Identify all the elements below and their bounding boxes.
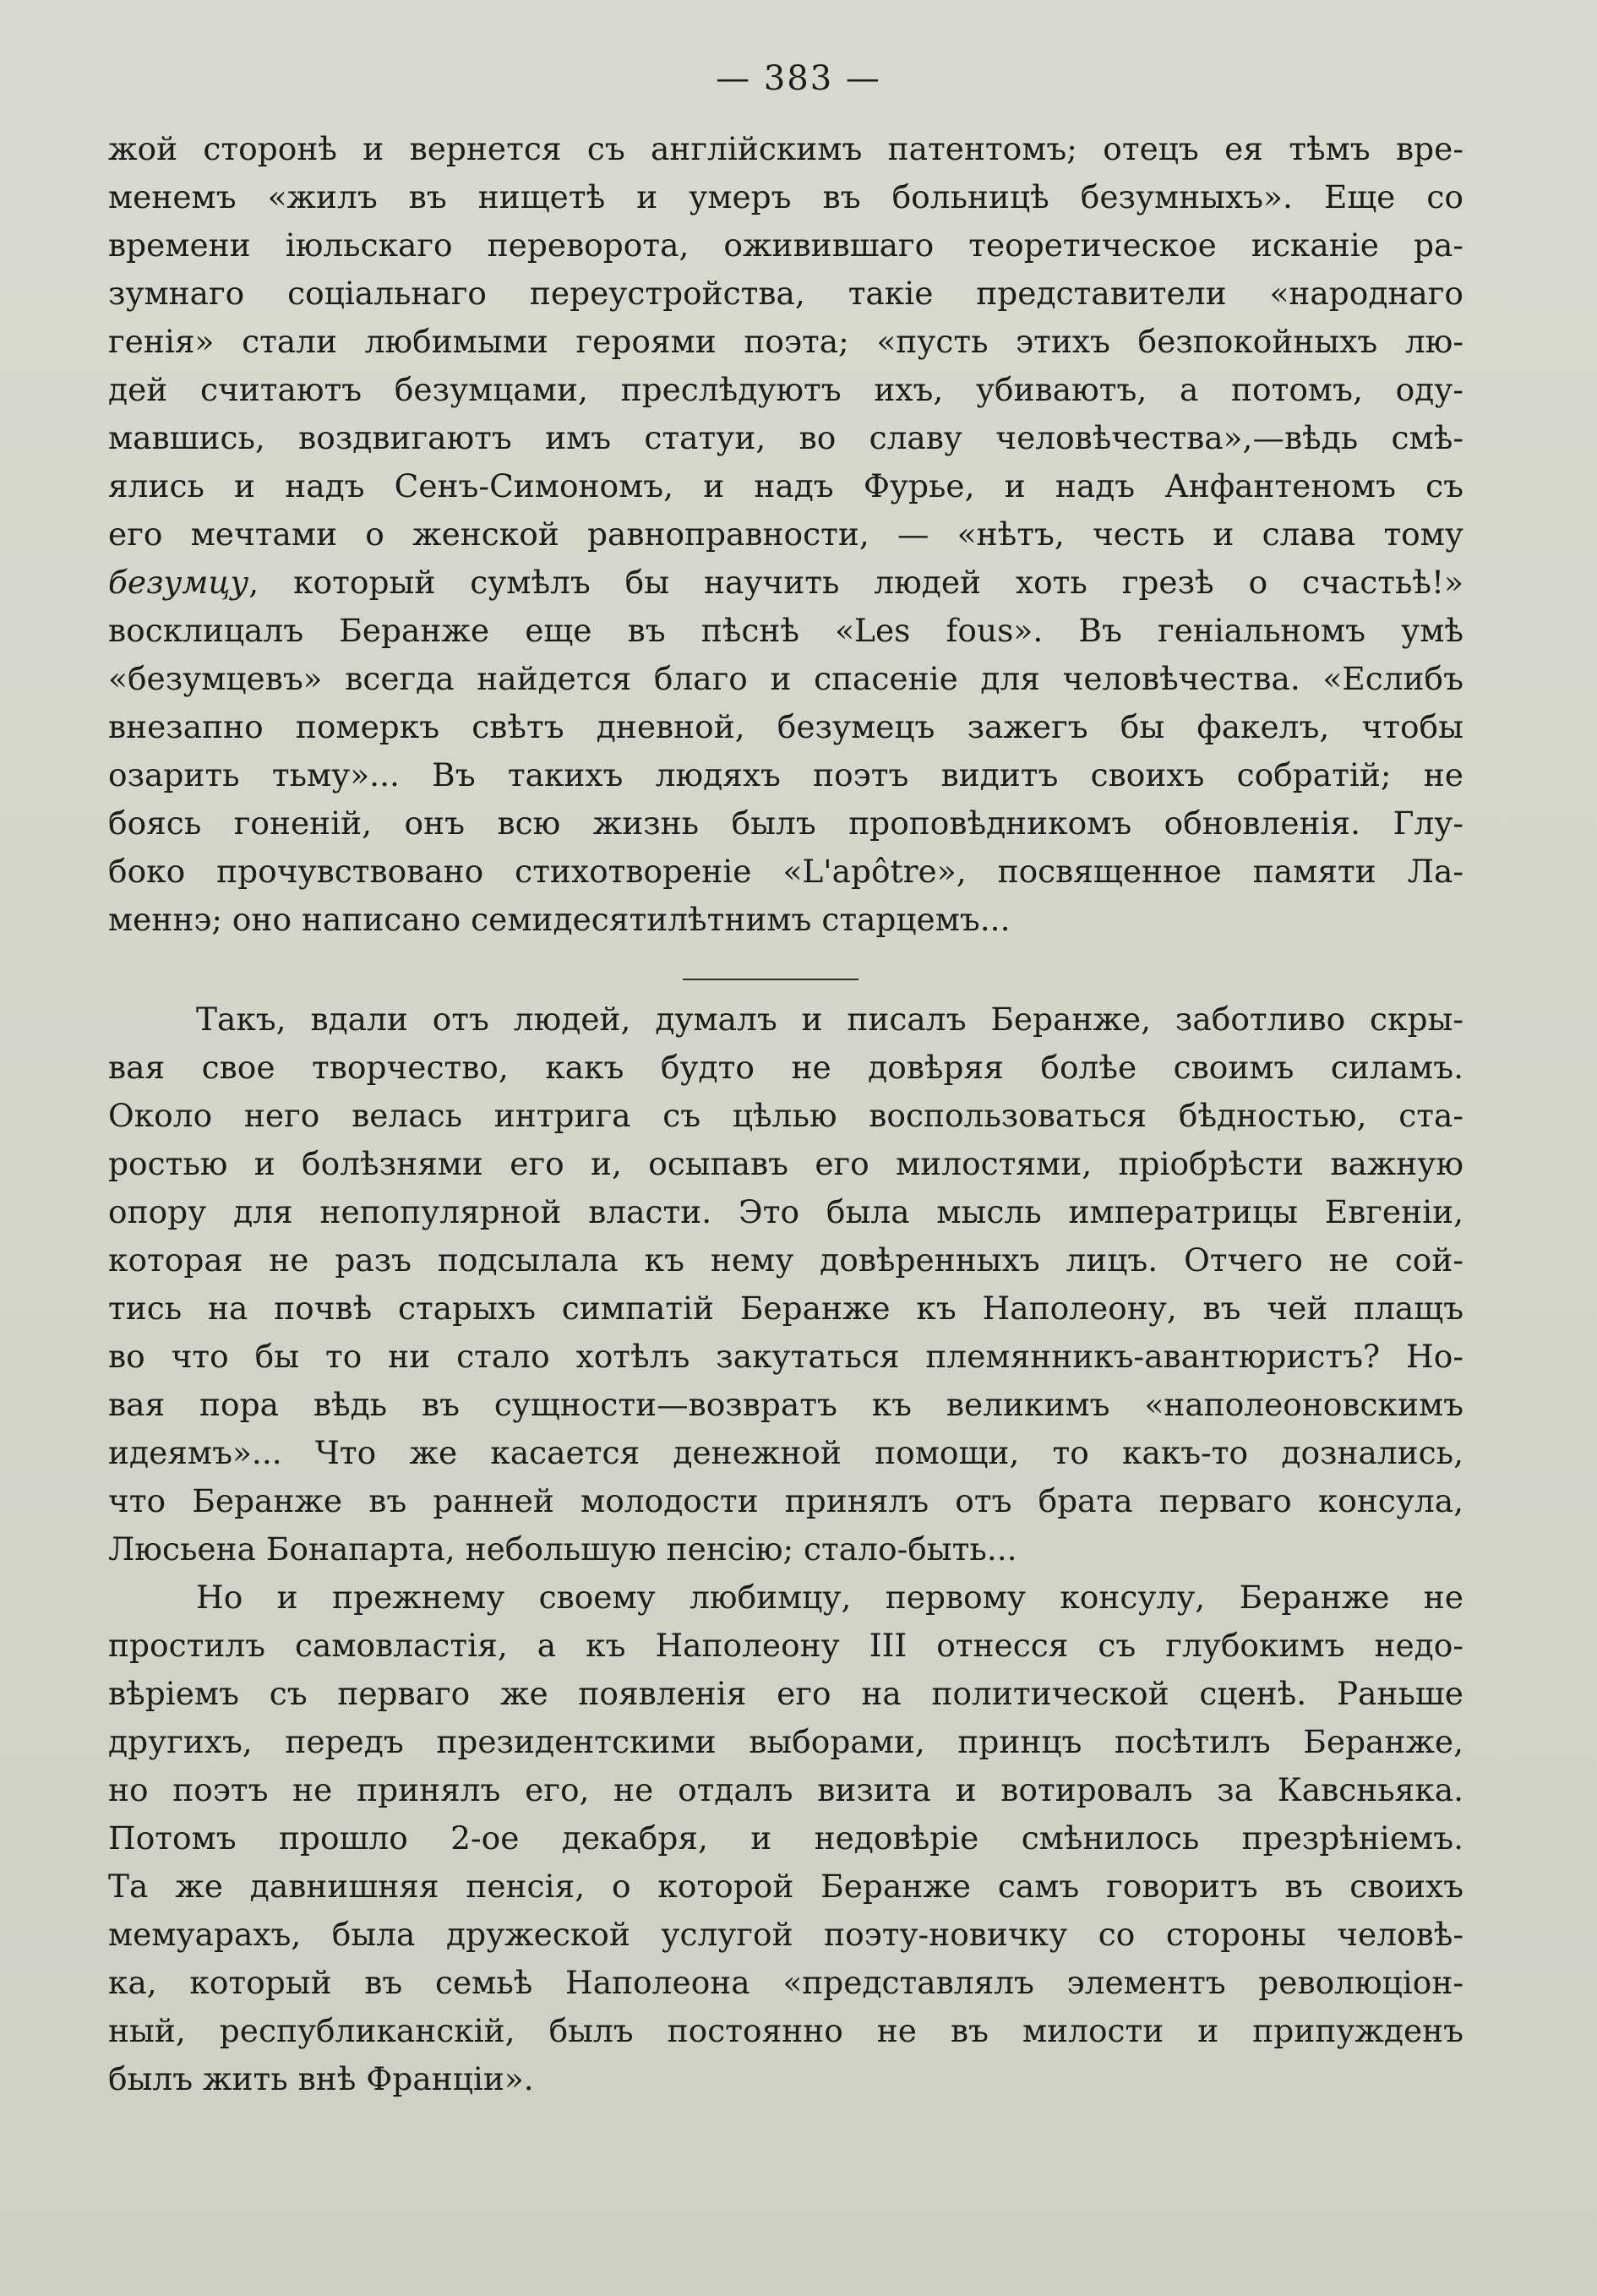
text-line: во что бы то ни стало хотѣлъ закутаться племянникъ-авантюристъ? Но-	[108, 1338, 1463, 1375]
text-line: его мечтами о женской равноправности, — «нѣтъ, честь и слава тому	[108, 515, 1463, 553]
text-line: времени іюльскаго переворота, оживившаго теоретическое исканіе ра-	[108, 226, 1463, 264]
text-line: вая пора вѣдь въ сущности—возвратъ къ великимъ «наполеоновскимъ	[108, 1386, 1463, 1423]
text-line: ростью и болѣзнями его и, осыпавъ его милостями, пріобрѣсти важную	[108, 1145, 1463, 1182]
paragraph-3	[108, 1573, 1463, 2103]
text-line: Около него велась интрига съ цѣлью воспользоваться бѣдностью, ста-	[108, 1097, 1463, 1134]
text-line: тись на почвѣ старыхъ симпатій Беранже къ Наполеону, въ чей плащъ	[108, 1290, 1463, 1327]
text-line: боко прочувствовано стихотвореніе «L'apôtre», посвященное памяти Ла-	[108, 853, 1463, 890]
text-line: Потомъ прошло 2-ое декабря, и недовѣріе смѣнилось презрѣніемъ.	[108, 1819, 1463, 1857]
text-line: ка, который въ семьѣ Наполеона «представлялъ элементъ революціон-	[108, 1964, 1463, 2001]
text-line: ный, республиканскій, былъ постоянно не въ милости и припужденъ	[108, 2012, 1463, 2049]
text-line: вая свое творчество, какъ будто не довѣряя болѣе своимъ силамъ.	[108, 1049, 1463, 1086]
text-line: которая не разъ подсылала къ нему довѣренныхъ лицъ. Отчего не сой-	[108, 1241, 1463, 1279]
text-line	[108, 559, 1463, 607]
text-line: менемъ «жилъ въ нищетѣ и умеръ въ больницѣ безумныхъ». Еще со	[108, 178, 1463, 215]
text-line: боясь гоненій, онъ всю жизнь былъ проповѣдникомъ обновленія. Глу-	[108, 804, 1463, 842]
text-line: простилъ самовластія, а къ Наполеону III отнесся съ глубокимъ недо-	[108, 1627, 1463, 1664]
text-line: опору для непопулярной власти. Это была мысль императрицы Евгеніи,	[108, 1193, 1463, 1230]
italic-word: безумцу	[108, 564, 249, 601]
text-line: жой сторонѣ и вернется съ англійскимъ патентомъ; отецъ ея тѣмъ вре-	[108, 130, 1463, 167]
text-line: Такъ, вдали отъ людей, думалъ и писалъ Беранже, заботливо скры-	[196, 1001, 1463, 1038]
text-line: меннэ; оно написано семидесятилѣтнимъ старцемъ...	[108, 901, 1011, 938]
text-line: генія» стали любимыми героями поэта; «пусть этихъ безпокойныхъ лю-	[108, 323, 1463, 360]
page-number: — 383 —	[716, 59, 881, 98]
text-line: Люсьена Бонапарта, небольшую пенсію; стало-быть...	[108, 1530, 1017, 1568]
text-line: дей считаютъ безумцами, преслѣдуютъ ихъ, убиваютъ, а потомъ, оду-	[108, 371, 1463, 408]
text-line: мемуарахъ, была дружеской услугой поэту-новичку со стороны человѣ-	[108, 1916, 1463, 1953]
text-line: внезапно померкъ свѣтъ дневной, безумецъ зажегъ бы факелъ, чтобы	[108, 708, 1463, 745]
text-line: идеямъ»... Что же касается денежной помощи, то какъ-то дознались,	[108, 1434, 1463, 1471]
text-line: мавшись, воздвигаютъ имъ статуи, во славу человѣчества»,—вѣдь смѣ-	[108, 419, 1463, 456]
text-line: вѣріемъ съ перваго же появленія его на политической сценѣ. Раньше	[108, 1675, 1463, 1712]
paragraph-2	[108, 995, 1463, 1573]
text-line: «безумцевъ» всегда найдется благо и спасеніе для человѣчества. «Еслибъ	[108, 660, 1463, 697]
paragraph-1	[108, 125, 1463, 944]
text-line: Но и прежнему своему любимцу, первому консулу, Беранже не	[196, 1579, 1463, 1616]
text-line: Та же давнишняя пенсія, о которой Беранже самъ говоритъ въ своихъ	[108, 1868, 1463, 1905]
text-line: былъ жить внѣ Франціи».	[108, 2060, 534, 2097]
text-line: другихъ, передъ президентскими выборами, принцъ посѣтилъ Беранже,	[108, 1723, 1463, 1760]
section-separator	[683, 979, 858, 980]
paragraph-group	[108, 995, 1463, 2103]
text-line: восклицалъ Беранже еще въ пѣснѣ «Les fous». Въ геніальномъ умѣ	[108, 612, 1463, 649]
text-line: зумнаго соціальнаго переустройства, такіе представители «народнаго	[108, 275, 1463, 312]
text-line: озарить тьму»... Въ такихъ людяхъ поэтъ видитъ своихъ собратій; не	[108, 756, 1463, 794]
text-line: но поэтъ не принялъ его, не отдалъ визита и вотировалъ за Кавсньяка.	[108, 1771, 1463, 1808]
text-fragment: , который сумѣлъ бы научить людей хоть грезѣ о счастьѣ!»	[248, 564, 1463, 601]
text-line: ялись и надъ Сенъ-Симономъ, и надъ Фурье, и надъ Анфантеномъ съ	[108, 467, 1463, 504]
text-line: что Беранже въ ранней молодости принялъ отъ брата перваго консула,	[108, 1482, 1463, 1519]
